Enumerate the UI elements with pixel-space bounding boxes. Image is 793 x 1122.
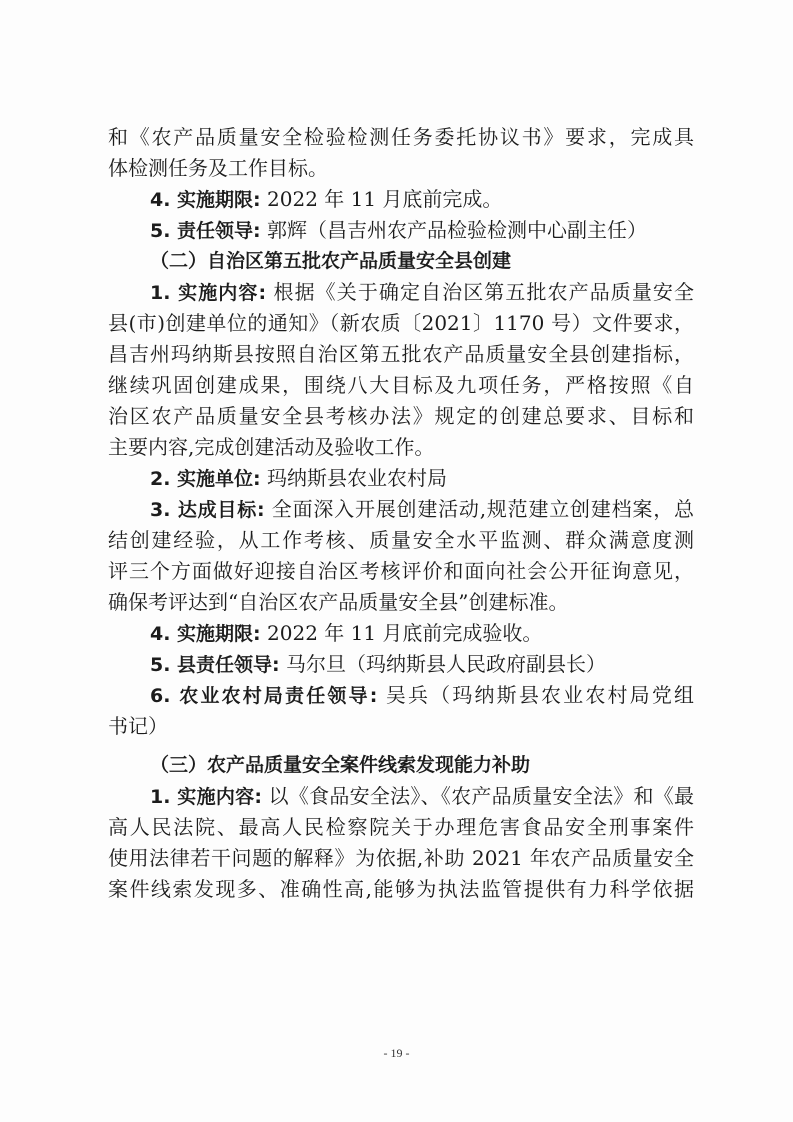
paragraph-line: 县(市)创建单位的通知》（新农质〔2021〕1170 号）文件要求，: [108, 311, 694, 335]
county-leader-line: [108, 649, 694, 680]
target-line: [108, 494, 694, 525]
document-body: [108, 122, 694, 905]
bureau-leader-line: [108, 680, 694, 711]
implementation-content-line: [108, 781, 694, 812]
field-value: 全面深入开展创建活动,规范建立创建档案，总: [264, 497, 694, 521]
implementation-unit-line: [108, 463, 694, 494]
section-heading-3: （三）农产品质量安全案件线索发现能力补助: [150, 754, 531, 776]
field-label: 1. 实施内容:: [150, 786, 262, 808]
paragraph-line: 案件线索发现多、准确性高,能够为执法监管提供有力科学依据: [108, 877, 694, 901]
responsible-leader-line: [108, 215, 694, 246]
paragraph-line: 评三个方面做好迎接自治区考核评价和面向社会公开征询意见，: [108, 559, 694, 583]
field-value: 以《食品安全法》、《农产品质量安全法》和《最: [261, 784, 694, 808]
field-value: 玛纳斯县农业农村局: [260, 466, 448, 490]
paragraph-line: 继续巩固创建成果，围绕八大目标及九项任务，严格按照《自: [108, 373, 694, 397]
field-label: 2. 实施单位:: [150, 468, 261, 490]
implementation-period-line: [108, 184, 694, 215]
field-value: 2022 年 11 月底前完成。: [260, 187, 503, 211]
implementation-period-line: [108, 618, 694, 649]
page-number: - 19 -: [383, 1046, 410, 1060]
paragraph-line: 书记）: [108, 714, 168, 738]
paragraph-line: 确保考评达到“自治区农产品质量安全县”创建标准。: [108, 590, 569, 614]
paragraph-line: 高人民法院、最高人民检察院关于办理危害食品安全刑事案件: [108, 815, 694, 839]
paragraph-line: 结创建经验，从工作考核、质量安全水平监测、群众满意度测: [108, 528, 694, 552]
field-value: 马尔旦（玛纳斯县人民政府副县长）: [279, 652, 607, 676]
field-label: 1. 实施内容:: [150, 282, 267, 304]
field-label: 4. 实施期限:: [150, 189, 261, 211]
field-label: 4. 实施期限:: [150, 623, 261, 645]
paragraph-line: 使用法律若干问题的解释》为依据,补助 2021 年农产品质量安全: [108, 846, 694, 870]
section-heading-2: （二）自治区第五批农产品质量安全县创建: [150, 250, 512, 272]
field-label: 5. 责任领导:: [150, 220, 261, 242]
implementation-content-line: [108, 277, 694, 308]
paragraph-line: 和《农产品质量安全检验检测任务委托协议书》要求，完成具: [108, 125, 694, 149]
field-label: 3. 达成目标:: [150, 499, 265, 521]
field-value: 根据《关于确定自治区第五批农产品质量安全: [266, 280, 694, 304]
paragraph-line: 昌吉州玛纳斯县按照自治区第五批农产品质量安全县创建指标，: [108, 342, 694, 366]
paragraph-line: 主要内容,完成创建活动及验收工作。: [108, 435, 435, 459]
field-value: 2022 年 11 月底前完成验收。: [260, 621, 543, 645]
field-label: 5. 县责任领导:: [150, 654, 280, 676]
paragraph-line: 治区农产品质量安全县考核办法》规定的创建总要求、目标和: [108, 404, 694, 428]
paragraph-line: 体检测任务及工作目标。: [108, 156, 328, 180]
field-value: 郭辉（昌吉州农产品检验检测中心副主任）: [260, 218, 648, 242]
field-value: 吴兵（玛纳斯县农业农村局党组: [377, 683, 694, 707]
field-label: 6. 农业农村局责任领导:: [150, 685, 378, 707]
